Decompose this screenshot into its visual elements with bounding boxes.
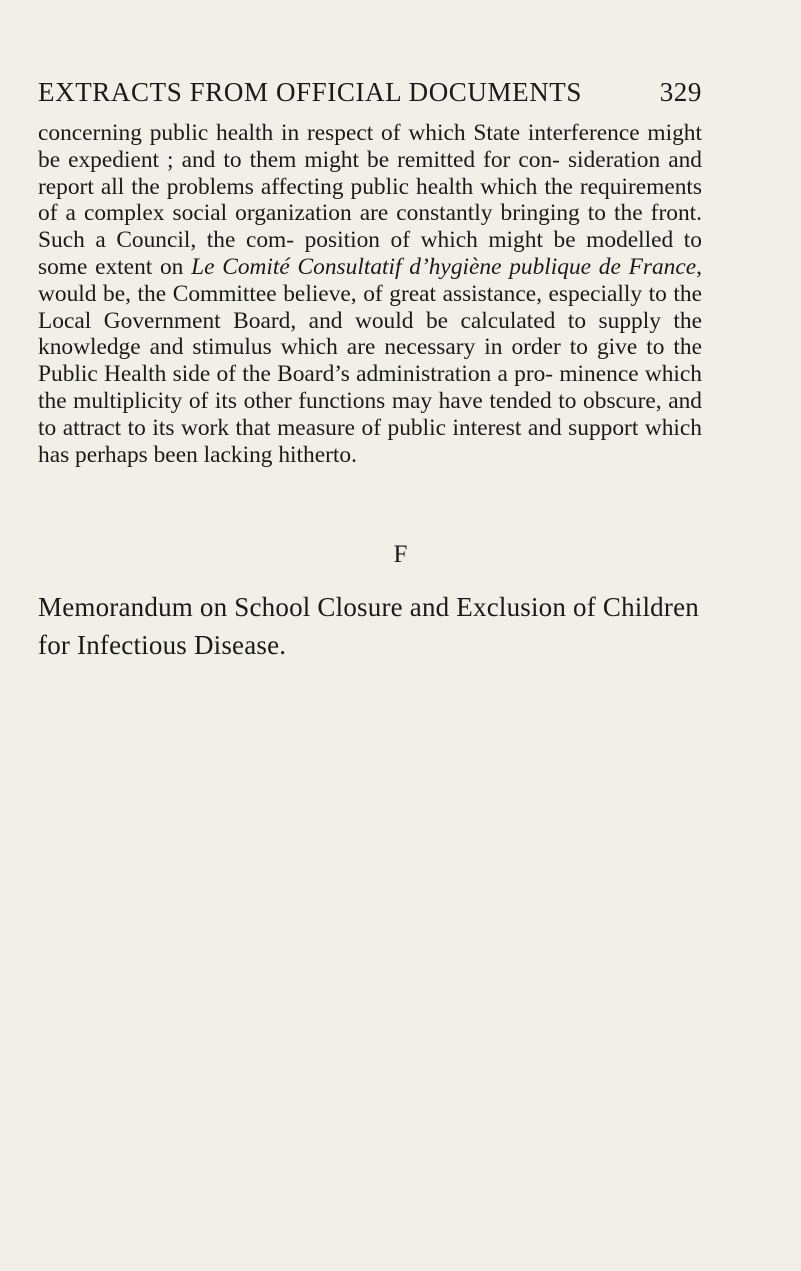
section-title: Memorandum on School Closure and Exclusion of Children for Infectious Disease. (38, 592, 699, 660)
italic-french-title: Le Comité Consultatif d’hygiène publique de France (191, 253, 697, 280)
section-letter: F (393, 541, 408, 568)
body-paragraph (38, 120, 702, 468)
page-number: 329 (659, 77, 702, 107)
paragraph-text-after-italic: , would be, the Committee believe, of great assistance, especially to the Local Government Board, and would be calculated to supply the knowledge and stimulus which are necessary in order to give to the Public Health side of the Board’s administration a pro- minence which the multiplicity of its other functions may have tended to obscure, and to attract to its work that measure of public interest and support which has perhaps been lacking hitherto. (38, 253, 703, 468)
running-title: EXTRACTS FROM OFFICIAL DOCUMENTS (38, 77, 583, 107)
running-head (38, 72, 702, 112)
paragraph-text-before-italic: concerning public health in respect of which State interference might be expedient ; and to them might be remitted for con- sideration and report all the problems affecting public health which the requirements of a complex social organization are constantly bringing to the front. Such a Council, the com- position of which might be modelled to some extent on (38, 120, 702, 280)
